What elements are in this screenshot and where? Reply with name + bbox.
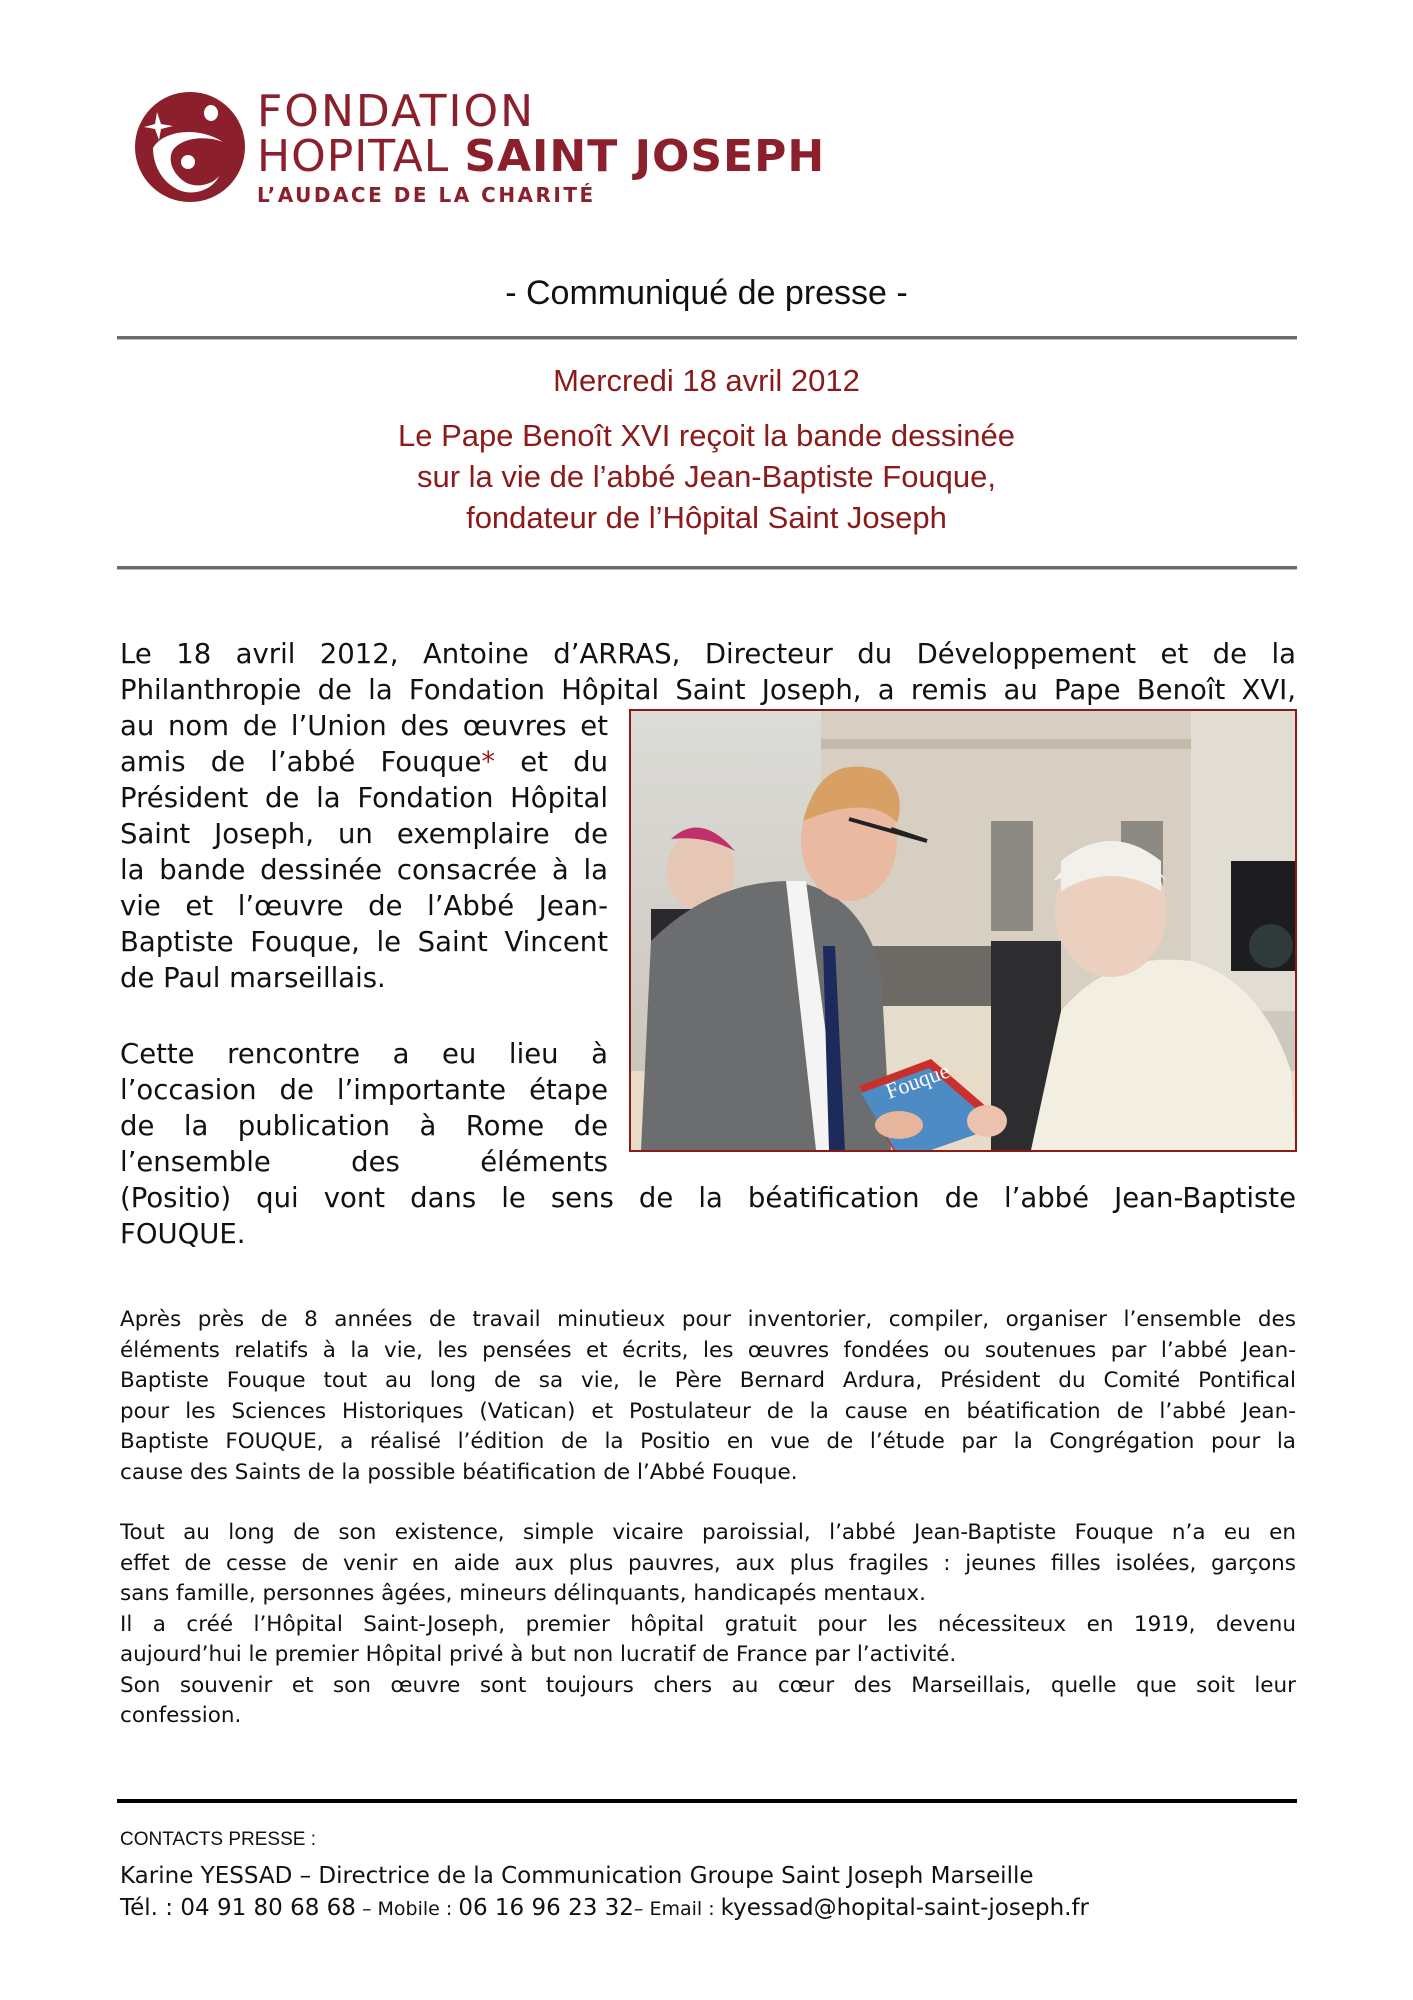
headline-divider [117, 566, 1297, 570]
body-line: Baptiste Fouque tout au long de sa vie, le Père Bernard Ardura, Président du Comité Pontifical [120, 1368, 1296, 1393]
headline-line: Le Pape Benoît XVI reçoit la bande dessinée [398, 418, 1015, 453]
contact-mobile-value[interactable]: 06 16 96 23 32 [458, 1895, 634, 1921]
headline-line: sur la vie de l’abbé Jean-Baptiste Fouque, [416, 459, 997, 494]
lead-line: Saint Joseph, un exemplaire de [120, 818, 608, 850]
footer-divider [117, 1799, 1297, 1803]
lead-line: Cette rencontre a eu lieu à [120, 1038, 608, 1070]
book-title: Fouque [882, 1057, 953, 1104]
lead-line: l’ensemble des éléments [120, 1146, 608, 1178]
body-paragraph-positio [120, 1305, 1296, 1488]
lead-line: FOUQUE. [120, 1218, 246, 1250]
lead-line: la bande dessinée consacrée à la [120, 854, 608, 886]
top-divider [117, 336, 1297, 340]
body-line: Son souvenir et son œuvre sont toujours chers au cœur des Marseillais, quelle que soit leur [120, 1672, 1296, 1698]
body-line: éléments relatifs à la vie, les pensées et écrits, les œuvres fondées ou soutenues par l’abbé Jean- [120, 1337, 1296, 1363]
logo-mark-icon [133, 90, 247, 204]
logo-saint-joseph: SAINT JOSEPH [464, 131, 826, 182]
lead-line: de la publication à Rome de [120, 1110, 608, 1142]
lead-line-part: amis de l’abbé Fouque [120, 746, 482, 778]
photo-illustration [631, 711, 1295, 1150]
lead-paragraph-meeting-continued [120, 1180, 1296, 1252]
headline [150, 415, 1263, 538]
footnote-asterisk: * [481, 746, 496, 778]
lead-line: vie et l’œuvre de l’Abbé Jean- [120, 890, 608, 922]
lead-paragraph-wrapped [120, 708, 608, 996]
logo-line-fondation: FONDATION [257, 86, 536, 137]
logo-line-hopital [257, 131, 826, 182]
lead-paragraph-meeting [120, 1036, 608, 1180]
lead-line: l’occasion de l’importante étape [120, 1074, 608, 1106]
lead-line: Le 18 avril 2012, Antoine d’ARRAS, Directeur du Développement et de la [120, 638, 1296, 670]
body-line: sans famille, personnes âgées, mineurs délinquants, handicapés mentaux. [120, 1581, 926, 1606]
lead-line: (Positio) qui vont dans le sens de la béatification de l’abbé Jean-Baptiste [120, 1182, 1296, 1214]
body-line: Baptiste FOUQUE, a réalisé l’édition de la Positio en vue de l’étude par la Congrégation pour la [120, 1429, 1296, 1454]
contacts-label: CONTACTS PRESSE : [120, 1829, 317, 1850]
contact-name: Karine YESSAD – Directrice de la Communication Groupe Saint Joseph Marseille [120, 1863, 1034, 1889]
lead-line: Baptiste Fouque, le Saint Vincent [120, 926, 608, 958]
photo-pope-receiving-comic [629, 709, 1297, 1152]
body-line: cause des Saints de la possible béatification de l’Abbé Fouque. [120, 1459, 798, 1485]
lead-line-asterisk [120, 744, 608, 780]
lead-line-part: et du [520, 746, 609, 778]
lead-line: de Paul marseillais. [120, 962, 386, 994]
body-line: confession. [120, 1703, 242, 1728]
body-paragraph-biography [120, 1518, 1296, 1732]
contact-email-label: – Email : [633, 1898, 721, 1920]
contact-email-link[interactable]: kyessad@hopital-saint-joseph.fr [720, 1895, 1090, 1921]
contact-details [120, 1893, 1089, 1924]
body-line: aujourd’hui le premier Hôpital privé à but non lucratif de France par l’activité. [120, 1642, 957, 1667]
contact-mobile-label: – Mobile : [355, 1898, 459, 1920]
press-release-kicker: - Communiqué de presse - [505, 274, 908, 312]
lead-line: Président de la Fondation Hôpital [120, 782, 608, 814]
photo-man-suit [641, 881, 891, 1150]
body-line: Tout au long de son existence, simple vicaire paroissial, l’abbé Jean-Baptiste Fouque n’a eu en [120, 1520, 1296, 1545]
contact-tel: Tél. : 04 91 80 68 68 [120, 1895, 356, 1921]
body-line: Après près de 8 années de travail minutieux pour inventorier, compiler, organiser l’ensemble des [120, 1307, 1296, 1332]
body-line: effet de cesse de venir en aide aux plus pauvres, aux plus fragiles : jeunes filles isolées, garçons [120, 1550, 1296, 1576]
release-date: Mercredi 18 avril 2012 [553, 363, 860, 398]
lead-line: Philanthropie de la Fondation Hôpital Saint Joseph, a remis au Pape Benoît XVI, [120, 674, 1296, 706]
logo-tagline: L’AUDACE DE LA CHARITÉ [257, 183, 596, 207]
foundation-logo [133, 88, 873, 206]
body-line: Il a créé l’Hôpital Saint-Joseph, premier hôpital gratuit pour les nécessiteux en 1919, devenu [120, 1611, 1296, 1637]
headline-line: fondateur de l’Hôpital Saint Joseph [466, 500, 947, 535]
lead-paragraph-intro [120, 636, 1296, 708]
body-line: pour les Sciences Historiques (Vatican) et Postulateur de la cause en béatification de l’abbé Jean- [120, 1398, 1296, 1424]
logo-hopital: HOPITAL [257, 131, 450, 182]
lead-line: au nom de l’Union des œuvres et [120, 710, 608, 742]
